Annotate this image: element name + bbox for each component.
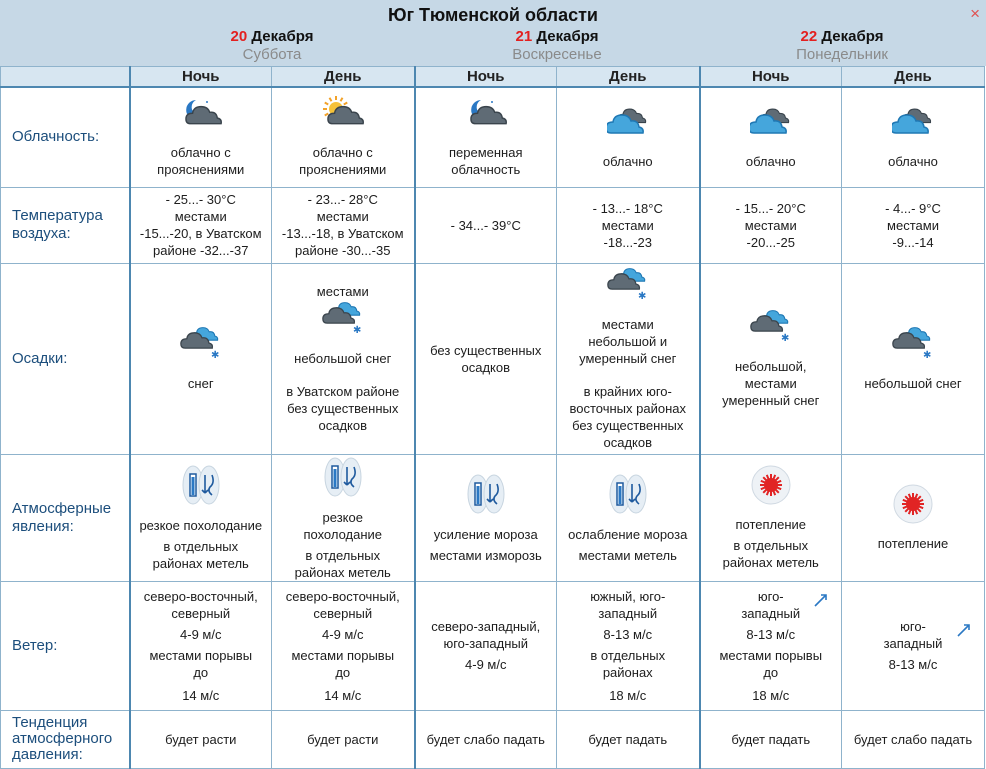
cell-text-line: в отдельных bbox=[305, 547, 381, 563]
day-number: 20 bbox=[230, 28, 248, 45]
cell-text-line: районах метель bbox=[722, 555, 819, 570]
cell-text-line: облачно с bbox=[312, 145, 373, 161]
svg-text:✱: ✱ bbox=[637, 291, 647, 302]
temperature-value: - 15...- 20°C bbox=[735, 200, 806, 216]
phenomena-block bbox=[272, 547, 414, 581]
pressure-tendency: будет падать bbox=[731, 731, 811, 747]
cell-text-line: местами bbox=[316, 209, 369, 224]
day-header-3 bbox=[700, 28, 984, 63]
cell-text-line: местами bbox=[174, 209, 227, 224]
cell-text-line: районе -30...-35 bbox=[295, 243, 391, 258]
cell-text-line: прояснениями bbox=[157, 162, 245, 178]
cell-text-line: небольшой и bbox=[588, 334, 668, 349]
forecast-cell bbox=[557, 87, 700, 187]
wind-direction bbox=[557, 588, 699, 622]
cell-text-line: местами bbox=[316, 284, 369, 299]
phenomena-block bbox=[131, 517, 272, 534]
phenomena-block bbox=[701, 516, 842, 533]
svg-text:✱: ✱ bbox=[923, 350, 932, 361]
forecast-cell bbox=[415, 263, 557, 454]
forecast-cell bbox=[130, 187, 272, 263]
day-month: Декабря bbox=[532, 28, 599, 45]
precip-block bbox=[701, 358, 842, 409]
day-month: Декабря bbox=[817, 28, 884, 45]
forecast-cell bbox=[842, 87, 985, 187]
cell-text-line: северо-западный, bbox=[431, 619, 541, 634]
wind-speed: 4-9 м/с bbox=[322, 626, 364, 642]
wind-block bbox=[842, 618, 984, 673]
forecast-cell bbox=[130, 263, 272, 454]
precip-block bbox=[557, 383, 699, 451]
phenomena-row bbox=[1, 454, 985, 581]
cold-thermometer-icon bbox=[557, 472, 699, 520]
cell-text-line: без существенных bbox=[572, 418, 684, 433]
cell-text-line: умеренный снег bbox=[722, 393, 820, 408]
moon-cloud-icon bbox=[131, 96, 272, 136]
cell-text-line: похолодание bbox=[303, 526, 383, 542]
day-number: 22 bbox=[800, 28, 818, 45]
cell-text-line: западный bbox=[598, 605, 658, 621]
cell-text-line: районах метель bbox=[294, 564, 391, 580]
clouds-icon bbox=[701, 105, 842, 145]
header bbox=[0, 0, 986, 66]
cell-text-line: небольшой, bbox=[734, 359, 807, 374]
temperature-value: - 23...- 28°C bbox=[307, 192, 378, 207]
cell-text-line: местами метель bbox=[578, 547, 677, 563]
temperature-row bbox=[1, 187, 985, 263]
cell-text-line: осадков bbox=[603, 435, 652, 450]
cell-text-line: облачно bbox=[745, 153, 796, 169]
wind-speed: 4-9 м/с bbox=[465, 657, 507, 672]
cold-thermometer-icon bbox=[416, 472, 557, 520]
cell-text-line: переменная bbox=[448, 145, 523, 161]
cell-text-line: до bbox=[193, 664, 209, 680]
cell-text-line: западный bbox=[883, 636, 943, 651]
precip-block bbox=[272, 350, 414, 367]
cell-text-line: умеренный снег bbox=[579, 351, 677, 366]
wind-direction bbox=[131, 588, 272, 622]
phenomena-block bbox=[557, 526, 699, 543]
cell-text-line: прояснениями bbox=[299, 162, 387, 178]
cell-text-line: местами bbox=[744, 376, 797, 391]
cell-text-line: в отдельных bbox=[733, 538, 809, 553]
cell-text-line: юго-западный bbox=[443, 636, 529, 651]
weekday: Воскресенье bbox=[512, 46, 602, 63]
temperature-value: - 13...- 18°C bbox=[592, 200, 663, 216]
day-month: Декабря bbox=[247, 28, 314, 45]
arrow-ne-icon bbox=[813, 592, 829, 612]
forecast-cell bbox=[415, 87, 557, 187]
temperature-value: - 4...- 9°C bbox=[885, 200, 941, 216]
pressure-tendency: будет расти bbox=[307, 731, 379, 747]
phenomena-block bbox=[131, 538, 272, 572]
cell-text-line: в Уватском районе bbox=[286, 384, 400, 399]
forecast-cell bbox=[415, 454, 557, 581]
weekday: Понедельник bbox=[796, 46, 888, 63]
forecast-cell bbox=[130, 454, 272, 581]
cell-text-line: -15...-20, в Уватском bbox=[139, 226, 262, 241]
forecast-cell bbox=[700, 87, 842, 187]
row-label-precipitation: Осадки: bbox=[1, 263, 130, 454]
forecast-cell bbox=[842, 710, 985, 768]
weekday: Суббота bbox=[242, 46, 302, 63]
forecast-cell bbox=[130, 710, 272, 768]
wind-speed: 4-9 м/с bbox=[180, 626, 222, 642]
close-icon[interactable]: × bbox=[970, 4, 980, 23]
wind-speed: 8-13 м/с bbox=[888, 657, 938, 672]
period-label: Ночь bbox=[415, 67, 557, 88]
phenomena-block bbox=[416, 547, 557, 564]
cell-text-line: местами порывы bbox=[149, 647, 253, 663]
svg-text:✱: ✱ bbox=[210, 350, 220, 361]
forecast-table bbox=[0, 66, 985, 769]
phenomena-block bbox=[272, 509, 414, 543]
forecast-cell bbox=[700, 581, 842, 710]
cell-text-line: местами bbox=[601, 217, 654, 233]
forecast-cell bbox=[842, 581, 985, 710]
cell-text-line: районах метель bbox=[152, 556, 249, 571]
cloud-row bbox=[1, 87, 985, 187]
phenomena-block bbox=[557, 547, 699, 564]
wind-block bbox=[416, 618, 557, 673]
wind-block bbox=[557, 588, 699, 704]
corner-cell bbox=[1, 67, 130, 88]
cell-text-line: -18...-23 bbox=[603, 234, 652, 250]
snow-cloud-icon bbox=[131, 325, 272, 365]
pressure-tendency: будет падать bbox=[588, 731, 668, 747]
row-label-cloud: Облачность: bbox=[1, 87, 130, 187]
cell-text-line: потепление bbox=[735, 517, 807, 532]
wind-direction bbox=[416, 618, 557, 652]
precip-block bbox=[842, 375, 984, 392]
day-header-2 bbox=[415, 28, 699, 63]
wind-gusts bbox=[557, 647, 699, 681]
cold-thermometer-icon bbox=[272, 455, 414, 503]
cell-text-line: в отдельных bbox=[590, 647, 666, 663]
forecast-cell bbox=[557, 710, 700, 768]
cold-thermometer-icon bbox=[131, 463, 272, 511]
cell-text-line: до bbox=[335, 664, 351, 680]
cell-text-line: усиление мороза bbox=[433, 526, 538, 542]
snow-cloud-icon bbox=[701, 308, 842, 348]
wind-gust-speed: 18 м/с bbox=[609, 687, 647, 703]
cell-text-line: местами порывы bbox=[291, 647, 395, 663]
cell-text-line: без существенных bbox=[287, 401, 399, 416]
wind-speed: 8-13 м/с bbox=[603, 626, 653, 642]
cell-text-line: снег bbox=[187, 376, 214, 391]
pressure-tendency: будет слабо падать bbox=[426, 731, 545, 747]
cell-text-line: районе -32...-37 bbox=[153, 243, 249, 258]
cell-text-line: -9...-14 bbox=[892, 234, 934, 250]
cell-text-line: облачно с bbox=[170, 145, 231, 161]
precipitation-row bbox=[1, 263, 985, 454]
wind-gusts bbox=[131, 647, 272, 681]
day-number: 21 bbox=[515, 28, 533, 45]
precip-block bbox=[272, 383, 414, 434]
pressure-row bbox=[1, 710, 985, 768]
cell-text-line: южный, юго- bbox=[590, 588, 666, 604]
wind-block bbox=[701, 588, 842, 704]
forecast-cell bbox=[130, 87, 272, 187]
forecast-cell bbox=[557, 581, 700, 710]
warm-sun-icon bbox=[701, 464, 842, 510]
wind-gusts bbox=[272, 647, 414, 681]
cell-text-line: северный bbox=[171, 605, 231, 621]
cell-text-line: восточных районах bbox=[569, 401, 686, 416]
forecast-cell bbox=[557, 454, 700, 581]
precip-block bbox=[557, 316, 699, 367]
page-title: Юг Тюменской области bbox=[388, 5, 598, 25]
forecast-cell bbox=[130, 581, 272, 710]
cell-text-line: -20...-25 bbox=[746, 234, 795, 250]
arrow-ne-icon bbox=[956, 622, 972, 642]
snow-cloud-icon bbox=[272, 300, 414, 340]
forecast-cell bbox=[557, 263, 700, 454]
precip-block bbox=[416, 342, 557, 376]
snow-cloud-icon bbox=[842, 325, 984, 365]
cell-text-line: юго- bbox=[900, 619, 926, 634]
forecast-cell bbox=[842, 454, 985, 581]
sun-cloud-icon bbox=[272, 96, 414, 136]
cell-text-line: облачно bbox=[888, 153, 938, 169]
forecast-cell bbox=[842, 187, 985, 263]
row-label-temperature: Температура воздуха: bbox=[1, 187, 130, 263]
pressure-tendency: будет слабо падать bbox=[853, 731, 973, 747]
cell-text-line: небольшой снег bbox=[864, 376, 962, 391]
cell-text-line: юго- bbox=[757, 588, 784, 604]
forecast-cell bbox=[700, 187, 842, 263]
row-label-wind: Ветер: bbox=[1, 581, 130, 710]
phenomena-block bbox=[842, 535, 984, 552]
svg-text:✱: ✱ bbox=[780, 333, 790, 344]
pressure-tendency: будет расти bbox=[165, 731, 237, 747]
cell-text-line: резкое bbox=[322, 509, 363, 525]
cell-text-line: местами изморозь bbox=[429, 547, 542, 563]
phenomena-block bbox=[416, 526, 557, 543]
cell-text-line: потепление bbox=[877, 536, 949, 551]
cell-text-line: облачно bbox=[602, 153, 653, 169]
cell-text-line: небольшой снег bbox=[294, 351, 392, 366]
temperature-value: - 25...- 30°C bbox=[165, 192, 236, 207]
wind-gusts bbox=[701, 647, 842, 681]
forecast-cell bbox=[557, 187, 700, 263]
period-label: День bbox=[272, 67, 415, 88]
period-label: Ночь bbox=[130, 67, 272, 88]
forecast-cell bbox=[700, 710, 842, 768]
wind-speed: 8-13 м/с bbox=[746, 626, 796, 642]
wind-block bbox=[131, 588, 272, 704]
forecast-cell bbox=[272, 581, 415, 710]
cell-text-line: северный bbox=[313, 605, 373, 621]
forecast-cell bbox=[272, 263, 415, 454]
svg-text:✱: ✱ bbox=[352, 325, 362, 336]
wind-direction bbox=[272, 588, 414, 622]
period-label: День bbox=[842, 67, 985, 88]
forecast-cell bbox=[272, 187, 415, 263]
cell-text-line: облачность bbox=[451, 162, 521, 178]
cell-text-line: в отдельных bbox=[163, 539, 239, 554]
precip-block bbox=[131, 375, 272, 392]
cell-text-line: северо-восточный, bbox=[285, 588, 400, 604]
cell-text-line: -13...-18, в Уватском bbox=[281, 226, 404, 241]
forecast-cell bbox=[272, 87, 415, 187]
cell-text-line: местами bbox=[887, 217, 939, 233]
row-label-pressure: Тенденция атмосферного давления: bbox=[1, 710, 130, 768]
period-label: День bbox=[557, 67, 700, 88]
clouds-icon bbox=[842, 105, 984, 145]
wind-row bbox=[1, 581, 985, 710]
cell-text-line: резкое похолодание bbox=[139, 518, 263, 533]
forecast-cell bbox=[415, 581, 557, 710]
cell-text-line: местами bbox=[601, 317, 654, 332]
forecast-cell bbox=[700, 263, 842, 454]
moon-cloud-icon bbox=[416, 96, 557, 136]
phenomena-block bbox=[701, 537, 842, 571]
cell-text-line: районах bbox=[602, 664, 653, 680]
cell-text-line: ослабление мороза bbox=[568, 526, 688, 542]
temperature-value: - 34...- 39°C bbox=[450, 217, 521, 233]
forecast-cell bbox=[700, 454, 842, 581]
forecast-cell bbox=[272, 710, 415, 768]
cell-text-line: местами порывы bbox=[719, 647, 823, 663]
wind-gust-speed: 18 м/с bbox=[752, 687, 790, 703]
cell-text-line: осадков bbox=[318, 418, 367, 433]
clouds-icon bbox=[557, 105, 699, 145]
day-header-1 bbox=[130, 28, 414, 63]
wind-gust-speed: 14 м/с bbox=[182, 687, 220, 703]
cell-text-line: без существенных bbox=[430, 342, 542, 358]
wind-block bbox=[272, 588, 414, 704]
forecast-cell bbox=[272, 454, 415, 581]
cell-text-line: осадков bbox=[461, 359, 510, 375]
cell-text-line: до bbox=[763, 664, 779, 680]
period-header-row bbox=[1, 67, 985, 88]
cell-text-line: местами bbox=[744, 217, 797, 233]
period-label: Ночь bbox=[700, 67, 842, 88]
warm-sun-icon bbox=[842, 483, 984, 529]
snow-cloud-icon bbox=[557, 266, 699, 306]
cell-text-line: в крайних юго- bbox=[583, 384, 672, 399]
forecast-cell bbox=[415, 710, 557, 768]
row-label-phenomena: Атмосферные явления: bbox=[1, 454, 130, 581]
wind-gust-speed: 14 м/с bbox=[324, 687, 362, 703]
forecast-cell bbox=[842, 263, 985, 454]
cell-text-line: западный bbox=[741, 605, 801, 621]
cell-text-line: северо-восточный, bbox=[143, 588, 258, 604]
forecast-cell bbox=[415, 187, 557, 263]
